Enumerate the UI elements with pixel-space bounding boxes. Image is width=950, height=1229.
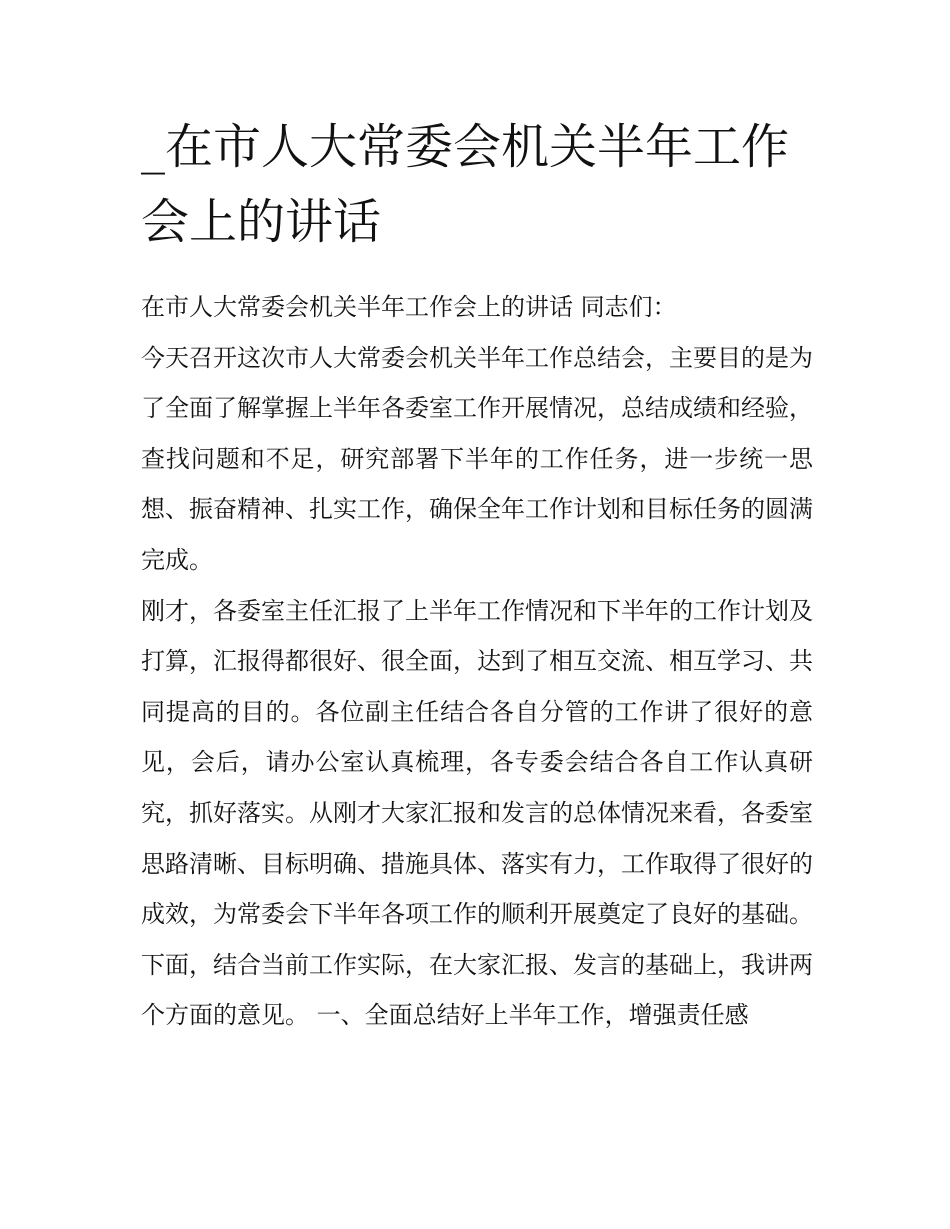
document-title: _在市人大常委会机关半年工作会上的讲话 (141, 119, 790, 250)
paragraph-purpose: 今天召开这次市人大常委会机关半年工作总结会，主要目的是为了全面了解掌握上半年各委室工作开展情况，总结成绩和经验，查找问题和不足，研究部署下半年的工作任务，进一步统一思想、振奋精神、扎实工作，确保全年工作计划和目标任务的圆满完成。 (141, 343, 813, 574)
document-content (141, 110, 813, 1041)
paragraph-outline: 下面，结合当前工作实际，在大家汇报、发言的基础上，我讲两个方面的意见。 一、全面总结好上半年工作，增强责任感 (141, 950, 813, 1030)
paragraph-greeting: 在市人大常委会机关半年工作会上的讲话 同志们： (141, 293, 677, 321)
paragraph-review: 刚才，各委室主任汇报了上半年工作情况和下半年的工作计划及打算，汇报得都很好、很全面，达到了相互交流、相互学习、共同提高的目的。各位副主任结合各自分管的工作讲了很好的意见，会后，请办公室认真梳理，各专委会结合各自工作认真研究，抓好落实。从刚才大家汇报和发言的总体情况来看，各委室思路清晰、目标明确、措施具体、落实有力，工作取得了很好的成效，为常委会下半年各项工作的顺利开展奠定了良好的基础。 (141, 596, 813, 929)
document-body (141, 282, 813, 1041)
